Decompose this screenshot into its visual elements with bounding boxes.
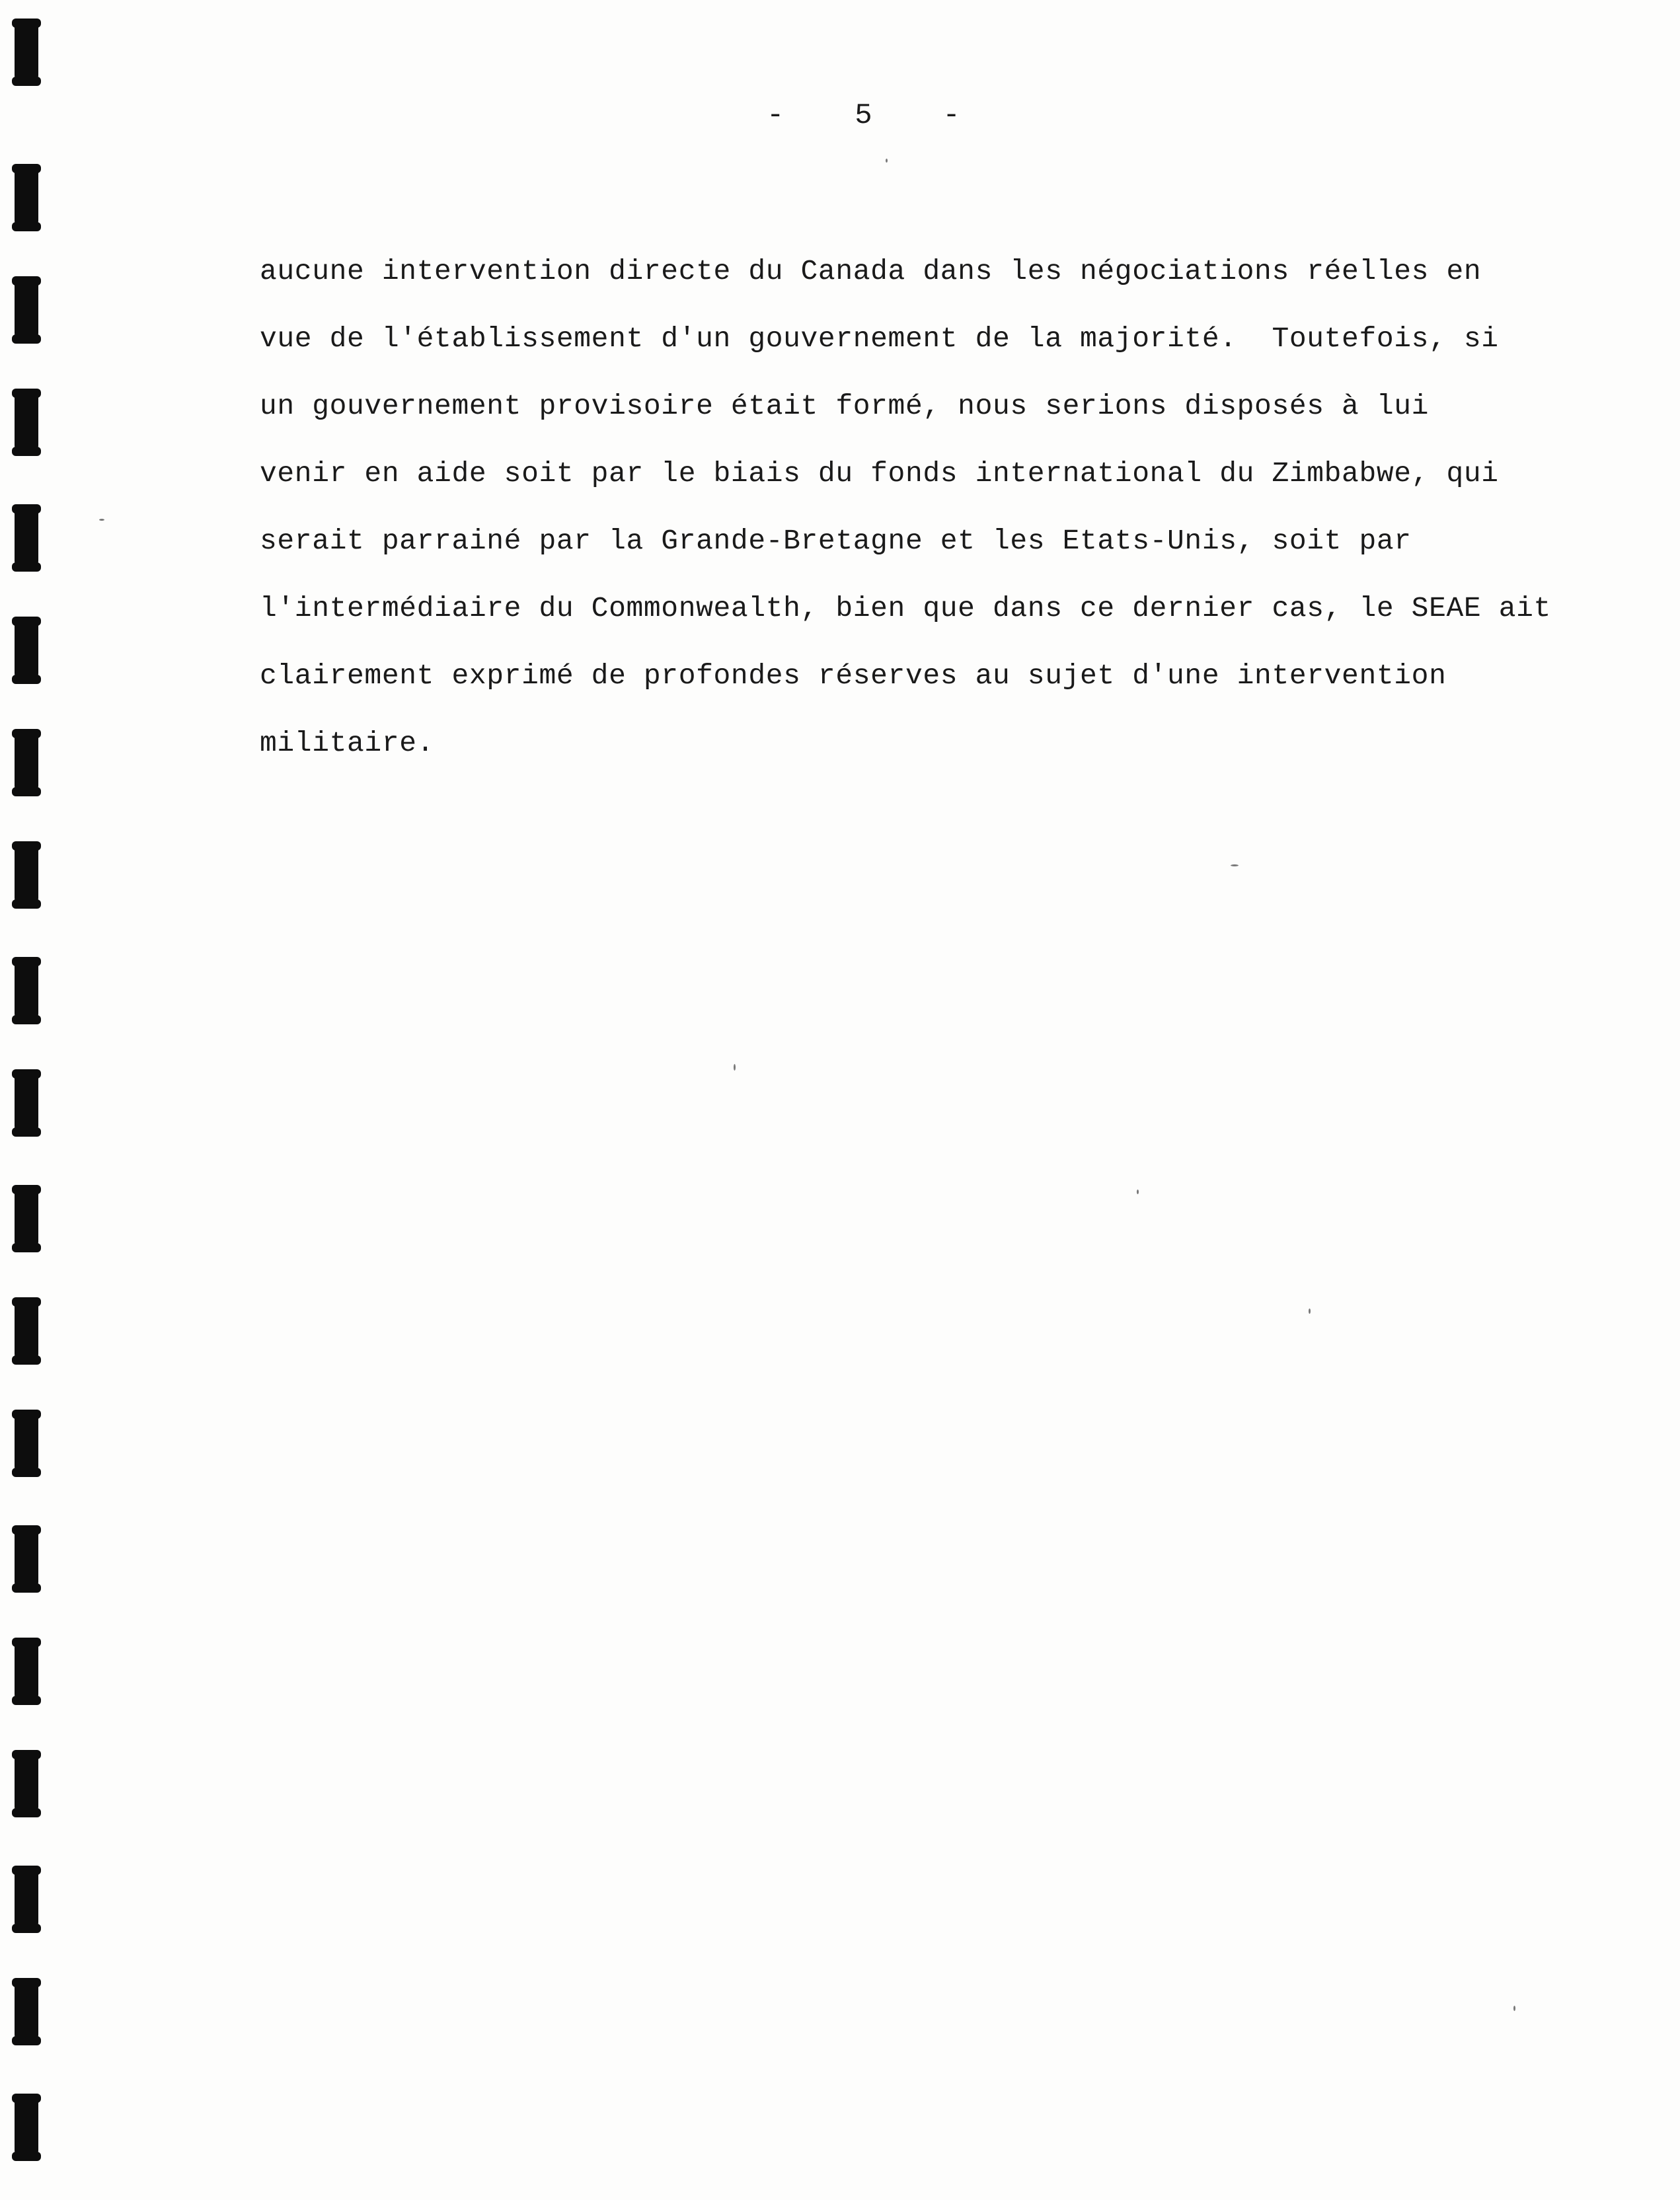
binding-hole xyxy=(15,1299,38,1363)
binding-hole xyxy=(15,1639,38,1704)
binding-hole xyxy=(15,1071,38,1135)
binding-hole xyxy=(15,958,38,1023)
text-line: serait parrainé par la Grande-Bretagne et les Etats-Unis, soit par xyxy=(260,525,1412,557)
page-number: - 5 - xyxy=(767,99,972,132)
text-line: vue de l'établissement d'un gouvernement de la majorité. Toutefois, si xyxy=(260,322,1499,355)
binding-hole xyxy=(15,618,38,683)
text-line: militaire. xyxy=(260,727,435,759)
binding-hole xyxy=(15,20,38,85)
scan-speck xyxy=(1309,1309,1311,1314)
scan-speck xyxy=(1137,1190,1139,1194)
scan-speck xyxy=(99,519,104,521)
binding-hole xyxy=(15,1527,38,1591)
binding-hole xyxy=(15,2095,38,2160)
text-line: aucune intervention directe du Canada dans les négociations réelles en xyxy=(260,255,1482,287)
text-line: clairement exprimé de profondes réserves au sujet d'une intervention xyxy=(260,660,1447,692)
binding-hole xyxy=(15,730,38,795)
scan-speck xyxy=(1513,2006,1515,2011)
binding-hole xyxy=(15,1411,38,1476)
text-line: l'intermédiaire du Commonwealth, bien que dans ce dernier cas, le SEAE ait xyxy=(260,592,1551,625)
body-paragraph xyxy=(260,238,1551,777)
binding-holes xyxy=(9,0,49,2200)
binding-hole xyxy=(15,165,38,230)
binding-hole xyxy=(15,1979,38,2044)
scan-speck xyxy=(734,1064,736,1071)
scan-speck xyxy=(1231,864,1239,866)
binding-hole xyxy=(15,1186,38,1251)
binding-hole xyxy=(15,843,38,907)
binding-hole xyxy=(15,278,38,342)
binding-hole xyxy=(15,1867,38,1932)
text-line: venir en aide soit par le biais du fonds international du Zimbabwe, qui xyxy=(260,457,1499,490)
scan-speck xyxy=(886,159,888,163)
binding-hole xyxy=(15,506,38,570)
binding-hole xyxy=(15,390,38,455)
text-line: un gouvernement provisoire était formé, nous serions disposés à lui xyxy=(260,390,1430,422)
binding-hole xyxy=(15,1751,38,1816)
